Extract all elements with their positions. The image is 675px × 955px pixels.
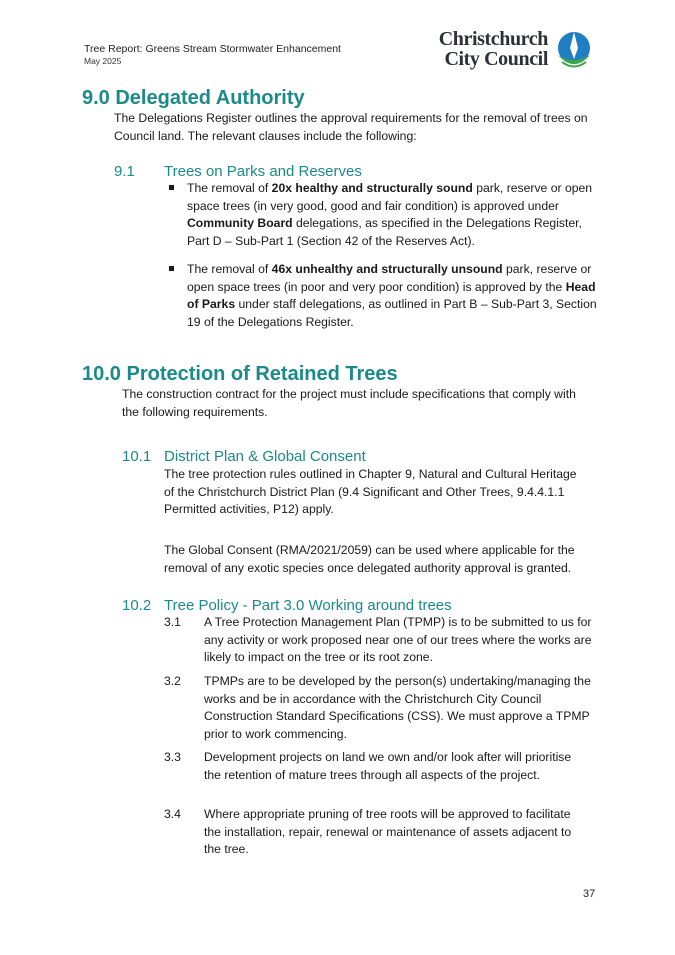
- section-10-heading: 10.0 Protection of Retained Trees: [82, 363, 398, 385]
- council-logo: [428, 29, 596, 71]
- logo-line2: City Council: [444, 48, 548, 70]
- policy-item-text: Where appropriate pruning of tree roots will be approved to facilitate the installation, repair, renewal or maintenance of assets adjacent to the tree.: [204, 807, 572, 857]
- policy-item-number: 3.2: [164, 674, 181, 688]
- page-number: 37: [583, 888, 596, 900]
- logo-line1: Christchurch: [438, 28, 548, 50]
- policy-item-text: TPMPs are to be developed by the person(s) undertaking/managing the works and be in accordance with the Christchurch City Council Construction Standard Specifications (CSS). We must approve a TPMP prior to work commencing.: [204, 674, 591, 741]
- policy-item-number: 3.4: [164, 807, 181, 821]
- subsection-10-1-number: 10.1: [122, 448, 152, 465]
- policy-item-number: 3.3: [164, 750, 181, 764]
- subsection-9-1-number: 9.1: [114, 163, 135, 180]
- section-9-intro: The Delegations Register outlines the approval requirements for the removal of trees on Council land. The relevant clauses include the following:: [114, 111, 588, 143]
- report-date: May 2025: [84, 56, 122, 66]
- bullet-marker: [169, 266, 174, 271]
- subsection-9-1-title: Trees on Parks and Reserves: [164, 163, 362, 180]
- global-consent-paragraph: The Global Consent (RMA/2021/2059) can be used where applicable for the removal of any exotic species once delegated authority approval is granted.: [164, 543, 575, 575]
- section-9-heading: 9.0 Delegated Authority: [82, 87, 305, 109]
- page-header: [84, 43, 341, 67]
- bullet-marker: [169, 185, 174, 190]
- policy-item-number: 3.1: [164, 615, 181, 629]
- bullet-item: The removal of 20x healthy and structurally sound park, reserve or open space trees (in very good, good and fair condition) is approved under Community Board delegations, as specified in the Delegations Register, Part D – Sub-Part 1 (Section 42 of the Reserves Act).: [187, 181, 593, 248]
- subsection-10-2-number: 10.2: [122, 597, 152, 614]
- cathedral-emblem-icon: [552, 29, 596, 71]
- policy-item-text: A Tree Protection Management Plan (TPMP) is to be submitted to us for any activity or work proposed near one of our trees where the works are likely to impact on the tree or its root zone.: [204, 615, 592, 665]
- subsection-10-2-title: Tree Policy - Part 3.0 Working around trees: [164, 597, 452, 614]
- district-plan-paragraph: The tree protection rules outlined in Chapter 9, Natural and Cultural Heritage of the Christchurch District Plan (9.4 Significant and Other Trees, 9.4.4.1.1 Permitted activities, P12) apply.: [164, 467, 577, 517]
- report-title: Tree Report: Greens Stream Stormwater Enhancement: [84, 43, 341, 55]
- subsection-10-1-title: District Plan & Global Consent: [164, 448, 366, 465]
- policy-item-text: Development projects on land we own and/or look after will prioritise the retention of mature trees through all aspects of the project.: [204, 750, 572, 782]
- section-10-intro: The construction contract for the project must include specifications that comply with the following requirements.: [122, 387, 576, 419]
- bullet-item: The removal of 46x unhealthy and structurally unsound park, reserve or open space trees (in poor and very poor condition) is approved by the Head of Parks under staff delegations, as outlined in Part B – Sub-Part 3, Section 19 of the Delegations Register.: [187, 262, 597, 329]
